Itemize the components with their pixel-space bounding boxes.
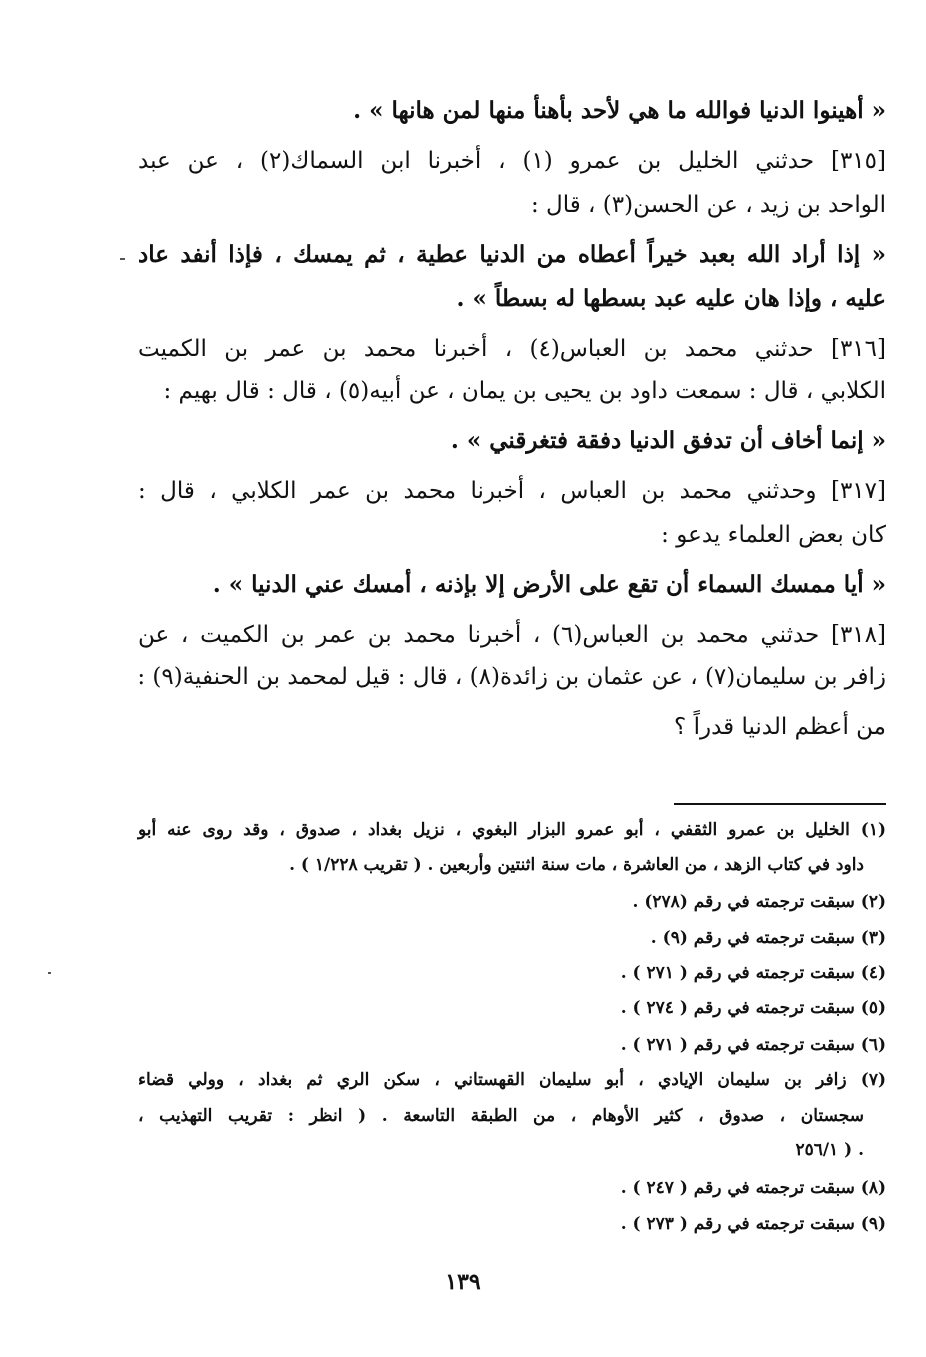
footnote-line-11: (٨) سبقت ترجمته في رقم ( ٢٤٧ ) . (620, 1178, 886, 1198)
footnote-separator (674, 803, 886, 805)
footnote-line-2: داود في كتاب الزهد ، من العاشرة ، مات سنة اثنتين وأربعين . ( تقريب ١/٢٢٨ ) . (289, 855, 864, 875)
body-line-10: كان بعض العلماء يدعو : (661, 522, 886, 548)
footnote-line-9: سجستان ، صدوق ، كثير الأوهام ، من الطبقة التاسعة . ( انظر : تقريب التهذيب ، (138, 1106, 864, 1126)
body-line-2: [٣١٥] حدثني الخليل بن عمرو (١) ، أخبرنا ابن السماك(٢) ، عن عبد (138, 148, 886, 174)
body-line-9: [٣١٧] وحدثني محمد بن العباس ، أخبرنا محمد بن عمر الكلابي ، قال : (138, 478, 886, 504)
footnote-line-1: (١) الخليل بن عمرو الثقفي ، أبو عمرو البزار البغوي ، نزيل بغداد ، صدوق ، وقد روى عنه أبو (138, 820, 886, 840)
body-line-7: الكلابي ، قال : سمعت داود بن يحيى بن يمان ، عن أبيه(٥) ، قال : قال بهيم : (163, 378, 886, 404)
body-line-14: من أعظم الدنيا قدراً ؟ (674, 714, 886, 740)
body-line-1: « أهينوا الدنيا فوالله ما هي لأحد بأهنأ منها لمن هانها » . (353, 97, 886, 124)
footnote-line-7: (٦) سبقت ترجمته في رقم ( ٢٧١ ) . (620, 1035, 886, 1055)
body-line-5: عليه ، وإذا هان عليه عبد بسطها له بسطاً » . (456, 285, 886, 312)
footnote-line-8: (٧) زافر بن سليمان الإيادي ، أبو سليمان القهستاني ، سكن الري ثم بغداد ، وولي قضاء (138, 1070, 886, 1090)
footnote-line-6: (٥) سبقت ترجمته في رقم ( ٢٧٤ ) . (620, 998, 886, 1018)
body-line-6: [٣١٦] حدثني محمد بن العباس(٤) ، أخبرنا محمد بن عمر بن الكميت (138, 336, 886, 362)
body-line-3: الواحد بن زيد ، عن الحسن(٣) ، قال : (530, 192, 886, 218)
body-line-8: « إنما أخاف أن تدفق الدنيا دفقة فتغرقني » . (450, 427, 886, 454)
scan-mark (48, 972, 51, 974)
body-line-11: « أيا ممسك السماء أن تقع على الأرض إلا بإذنه ، أمسك عني الدنيا » . (212, 571, 886, 598)
footnote-line-4: (٣) سبقت ترجمته في رقم (٩) . (650, 928, 886, 948)
footnote-line-10: . ( ٢٥٦/١ (795, 1140, 864, 1160)
footnote-line-12: (٩) سبقت ترجمته في رقم ( ٢٧٣ ) . (620, 1214, 886, 1234)
footnote-line-5: (٤) سبقت ترجمته في رقم ( ٢٧١ ) . (620, 963, 886, 983)
page-number: ١٣٩ (445, 1269, 481, 1295)
body-line-12: [٣١٨] حدثني محمد بن العباس(٦) ، أخبرنا محمد بن عمر بن الكميت ، عن (138, 622, 886, 648)
footnote-line-3: (٢) سبقت ترجمته في رقم (٢٧٨) . (632, 892, 886, 912)
body-line-4: « إذا أراد الله بعبد خيراً أعطاه من الدنيا عطية ، ثم يمسك ، فإذا أنفد عاد (138, 241, 886, 268)
scan-mark (120, 258, 125, 260)
body-line-13: زافر بن سليمان(٧) ، عن عثمان بن زائدة(٨) ، قال : قيل لمحمد بن الحنفية(٩) : (137, 664, 886, 690)
